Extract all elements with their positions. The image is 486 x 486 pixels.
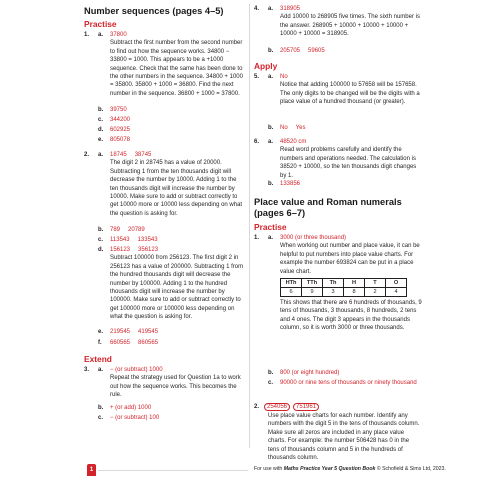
answer: + (or add) 1000	[110, 405, 152, 411]
part-label: b.	[268, 125, 274, 131]
answer: 800 (or eight hundred)	[280, 370, 340, 376]
answer: 37800	[110, 32, 127, 38]
column-divider	[249, 4, 250, 448]
answer: 318905	[280, 6, 301, 12]
part-label: c.	[268, 380, 274, 386]
explanation: When working out number and place value, it can be helpful to put numbers into place value charts. For example the number 693824 can be put in a place value chart. HTh TTh Th H T O 6 9 3 8 2 4 This shows that there are 6 hundreds of thousands, 9 tens of thousands, 3 thousands, 8 hundreds, 2 tens and 4 ones. The digit 3 appears in the thousands column, so it is worth 3000 or three thousands.	[280, 243, 422, 332]
part-label: b.	[98, 107, 104, 113]
explanation: Subtract the first number from the second number to find out how the sequence works. 34800 − 33800 = 1000. This appears to be a +1000 sequence. Check that the same has been done to the other numbers in the sequence. 34800 + 1000 = 35800. 35800 + 1000 = 36800. Find the next number in the sequence. 36800 + 1000 = 37800.	[110, 40, 243, 97]
answer	[264, 403, 319, 411]
explanation: Read word problems carefully and identify the numbers and operations needed. The calculation is 38520 + 10000, so the ten thousands digit changes by 1.	[280, 147, 417, 179]
answer: 90000 or nine tens of thousands or ninety thousand	[280, 380, 417, 386]
part-label: c.	[98, 415, 104, 421]
pv-digit: 2	[365, 288, 386, 297]
part-label: a.	[268, 235, 274, 241]
part-label: b.	[268, 181, 274, 187]
extend-heading: Extend	[84, 354, 112, 364]
explanation: Repeat the strategy used for Question 1a to work out how the sequence works. This becomes the rule.	[110, 375, 241, 399]
answer: 156123 356123	[110, 247, 159, 253]
part-label: b.	[98, 405, 104, 411]
answer: 18745 38745	[110, 152, 152, 158]
pv-header-h: H	[344, 279, 365, 288]
apply-heading: Apply	[254, 61, 278, 71]
part-label: e.	[98, 137, 104, 143]
pv-digit: 3	[323, 288, 344, 297]
question-number: 5.	[254, 74, 260, 80]
part-label: b.	[268, 48, 274, 54]
part-label: a.	[98, 367, 104, 373]
answer: 602925	[110, 127, 131, 133]
place-value-digit-row	[281, 288, 407, 297]
pv-digit: 4	[386, 288, 407, 297]
answer: No Yes	[280, 125, 306, 131]
part-label: d.	[98, 247, 104, 253]
explanation: The digit 2 in 28745 has a value of 20000. Subtracting 1 from the ten thousands digit will decrease the number by 10000. Adding 1 to the ten thousands digit will increase the number by 10000. Make sure to add or subtract correctly to get 10000 more or 10000 less depending on what the question is asking for.	[110, 160, 243, 217]
page-number-tab: 1	[87, 464, 96, 476]
answer: − (or subtract) 100	[110, 415, 160, 421]
answer: 113543 133543	[110, 237, 158, 243]
circled-answer: 254056	[264, 403, 290, 411]
answer: 789 20789	[110, 227, 145, 233]
answer: 219545 419545	[110, 329, 159, 335]
pv-digit: 9	[302, 288, 323, 297]
answer: 39750	[110, 107, 127, 113]
part-label: b.	[268, 370, 274, 376]
pv-digit: 6	[281, 288, 302, 297]
answer: − (or subtract) 1000	[110, 367, 163, 373]
place-value-header-row	[281, 279, 407, 288]
question-number: 1.	[254, 235, 260, 241]
part-label: b.	[98, 227, 104, 233]
practise-heading-2: Practise	[254, 222, 287, 232]
part-label: a.	[98, 152, 104, 158]
question-number: 2.	[84, 152, 90, 158]
footer-credit: For use with Maths Practice Year 5 Question Book © Schofield & Sims Ltd, 2023.	[254, 466, 446, 472]
answer: 3000 (or three thousand)	[280, 235, 347, 241]
explanation: Add 10000 to 268905 five times. The sixth number is the answer. 268905 + 10000 + 10000 + 10000 + 10000 + 10000 = 318905.	[280, 14, 420, 38]
part-label: a.	[268, 139, 274, 145]
explanation: Subtract 100000 from 256123. The first digit 2 in 256123 has a value of 200000. Subtracting 1 from the hundred thousands digit will decrease the number by 100000. Adding 1 to the hundred thousands digit will increase the number by 100000. Make sure to add or subtract correctly to get 100000 more or 100000 less depending on what the question is asking for.	[110, 255, 244, 321]
explanation: Notice that adding 100000 to 57658 will be 157658. The only digits to be changed will be the digits with a place value of a hundred thousand (or greater).	[280, 82, 420, 106]
place-value-chart	[280, 278, 407, 297]
part-label: a.	[268, 6, 274, 12]
answer: 344200	[110, 117, 131, 123]
pv-header-hth: HTh	[281, 279, 302, 288]
answer: 205705 59605	[280, 48, 325, 54]
part-label: e.	[98, 329, 104, 335]
pv-digit: 8	[344, 288, 365, 297]
footer-rule	[98, 470, 248, 471]
question-number: 4.	[254, 6, 260, 12]
section-title-number-sequences: Number sequences (pages 4–5)	[84, 6, 224, 16]
pv-header-o: O	[386, 279, 407, 288]
part-label: a.	[268, 74, 274, 80]
part-label: a.	[98, 32, 104, 38]
question-number: 3.	[84, 367, 90, 373]
question-number: 6.	[254, 139, 260, 145]
question-number: 2.	[254, 404, 260, 410]
part-label: d.	[98, 127, 104, 133]
circled-answer: 751961	[293, 403, 319, 411]
pv-header-th: Th	[323, 279, 344, 288]
pv-header-t: T	[365, 279, 386, 288]
answer: 48520 cm	[280, 139, 307, 145]
answer: 660565 860565	[110, 340, 159, 346]
part-label: c.	[98, 237, 104, 243]
part-label: c.	[98, 117, 104, 123]
answer: 133856	[280, 181, 301, 187]
practise-heading: Practise	[84, 19, 117, 29]
explanation: Use place value charts for each number. Identify any numbers with the digit 5 in the tens of thousands column. Make sure all zeros are included in any place value charts. For example: the number 506428 has 0 in the tens of thousands column and 5 in the hundreds of thousands column.	[268, 413, 420, 462]
question-number: 1.	[84, 32, 90, 38]
answer: 805078	[110, 137, 131, 143]
section-title-place-value: Place value and Roman numerals (pages 6–7)	[254, 197, 402, 218]
answer: No	[280, 74, 288, 80]
pv-header-tth: TTh	[302, 279, 323, 288]
part-label: f.	[98, 340, 102, 346]
